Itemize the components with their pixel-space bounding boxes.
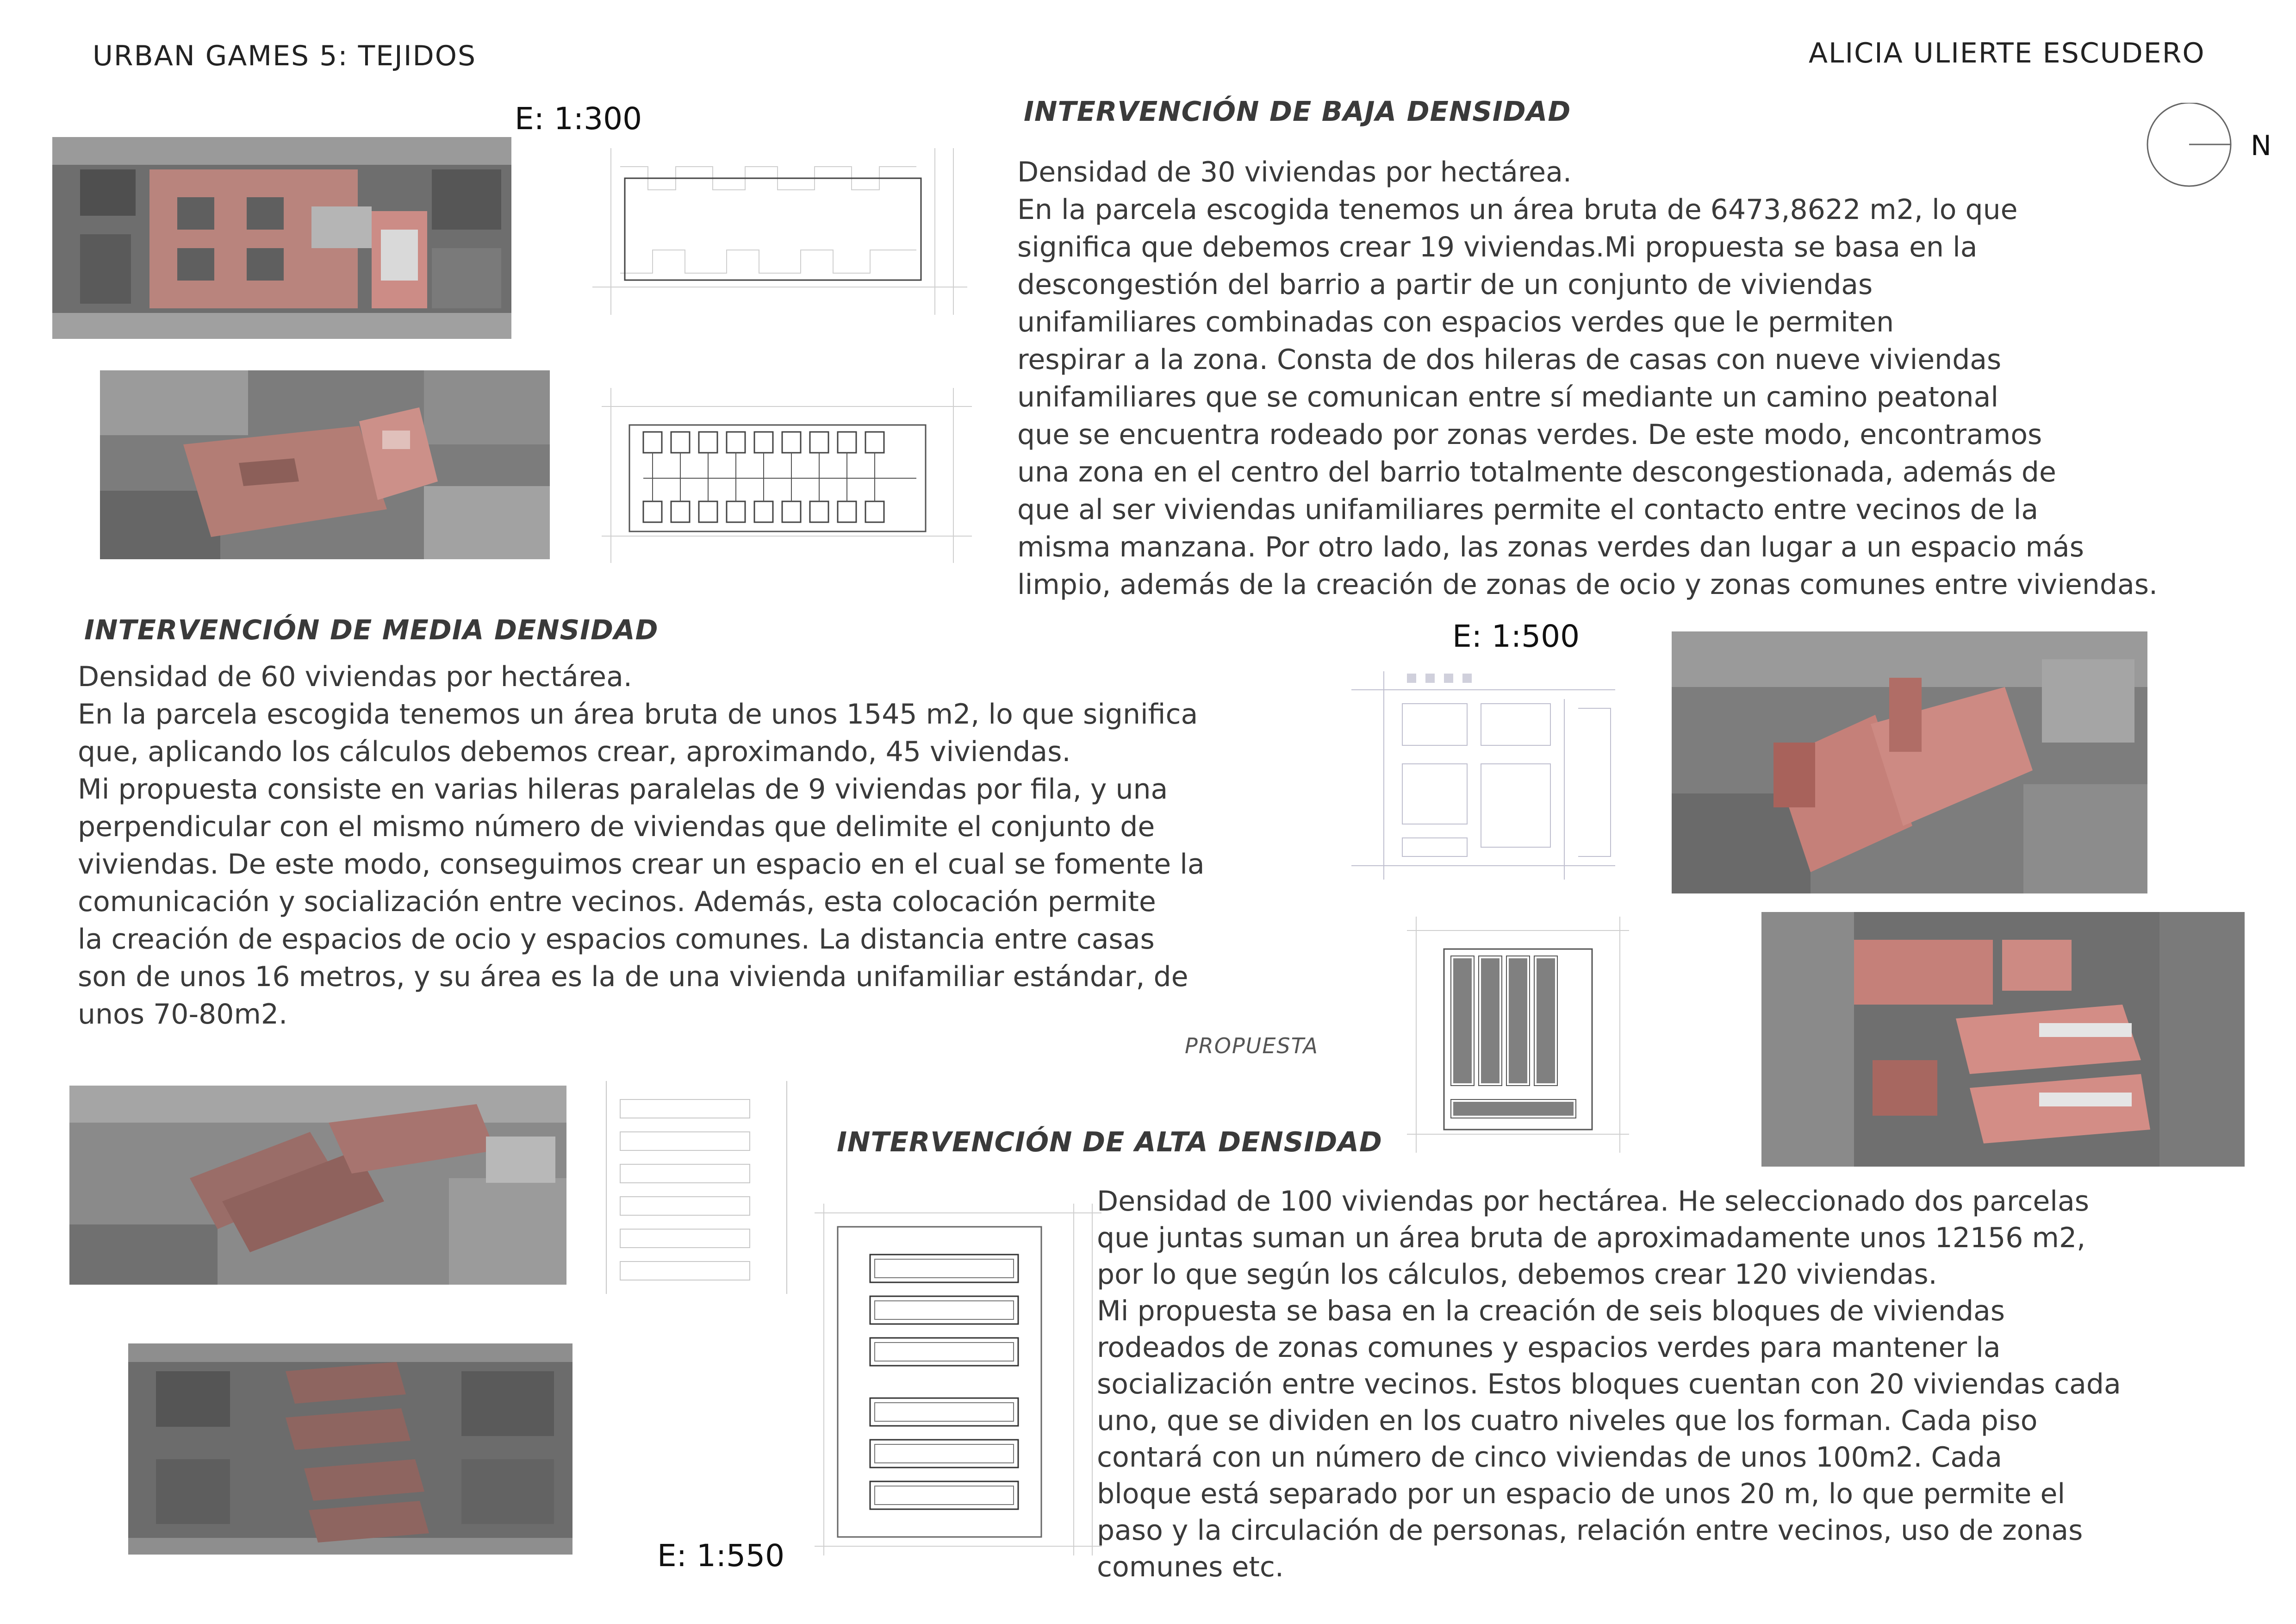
low-density-line: En la parcela escogida tenemos un área bruta de 6473,8622 m2, lo que (1017, 194, 2018, 226)
high-density-line: paso y la circulación de personas, relación entre vecinos, uso de zonas (1097, 1514, 2083, 1547)
medium-density-line: perpendicular con el mismo número de viviendas que delimite el conjunto de (78, 811, 1155, 843)
medium-density-line: En la parcela escogida tenemos un área bruta de unos 1545 m2, lo que significa (78, 698, 1198, 731)
north-label: N (2251, 130, 2271, 162)
low-density-line: que al ser viviendas unifamiliares permite el contacto entre vecinos de la (1017, 493, 2039, 526)
low-density-description (1017, 154, 2158, 604)
low-density-line: misma manzana. Por otro lado, las zonas verdes dan lugar a un espacio más (1017, 531, 2084, 563)
medium-density-scale: E: 1:500 (1452, 618, 1580, 654)
high-density-heading: INTERVENCIÓN DE ALTA DENSIDAD (837, 1126, 1382, 1158)
low-density-line: que se encuentra rodeado por zonas verdes. De este modo, encontramos (1017, 418, 2042, 451)
low-density-line: limpio, además de la creación de zonas de ocio y zonas comunes entre viviendas. (1017, 568, 2158, 601)
high-density-scale: E: 1:550 (657, 1538, 785, 1574)
medium-density-description (78, 658, 1205, 1033)
low-density-line: unifamiliares que se comunican entre sí mediante un camino peatonal (1017, 381, 1999, 413)
medium-density-proposal-plan (1407, 917, 1629, 1153)
high-density-line: Mi propuesta se basa en la creación de seis bloques de viviendas (1097, 1295, 2005, 1327)
north-arrow (2137, 103, 2276, 191)
medium-density-aerial-photo-top (1672, 631, 2147, 893)
high-density-line: contará con un número de cinco viviendas de unos 100m2. Cada (1097, 1441, 2002, 1474)
high-density-site-plan (592, 1081, 805, 1294)
medium-density-line: Densidad de 60 viviendas por hectárea. (78, 661, 632, 693)
medium-density-line: unos 70-80m2. (78, 998, 288, 1031)
high-density-proposal-plan (815, 1204, 1101, 1555)
medium-density-line: comunicación y socialización entre vecinos. Además, esta colocación permite (78, 886, 1156, 918)
low-density-line: significa que debemos crear 19 viviendas.Mi propuesta se basa en la (1017, 231, 1978, 263)
medium-density-line: que, aplicando los cálculos debemos crear, aproximando, 45 viviendas. (78, 736, 1071, 768)
medium-density-heading: INTERVENCIÓN DE MEDIA DENSIDAD (84, 614, 659, 646)
high-density-line: comunes etc. (1097, 1551, 1284, 1583)
low-density-aerial-photo-bottom (100, 370, 550, 559)
high-density-line: socialización entre vecinos. Estos bloques cuentan con 20 viviendas cada (1097, 1368, 2121, 1400)
author-name: ALICIA ULIERTE ESCUDERO (1809, 37, 2205, 69)
medium-density-aerial-photo-bottom (1761, 912, 2245, 1167)
low-density-line: unifamiliares combinadas con espacios verdes que le permiten (1017, 306, 1894, 338)
low-density-proposal-plan (602, 388, 972, 563)
medium-density-line: son de unos 16 metros, y su área es la de una vivienda unifamiliar estándar, de (78, 961, 1188, 993)
low-density-line: descongestión del barrio a partir de un conjunto de viviendas (1017, 269, 1873, 301)
proposal-label: PROPUESTA (1185, 1033, 1319, 1058)
high-density-line: Densidad de 100 viviendas por hectárea. He seleccionado dos parcelas (1097, 1185, 2089, 1218)
low-density-heading: INTERVENCIÓN DE BAJA DENSIDAD (1024, 95, 1571, 127)
high-density-line: que juntas suman un área bruta de aproximadamente unos 12156 m2, (1097, 1222, 2086, 1254)
project-title: URBAN GAMES 5: TEJIDOS (93, 40, 477, 72)
high-density-line: uno, que se dividen en los cuatro niveles que los forman. Cada piso (1097, 1405, 2038, 1437)
medium-density-line: viviendas. De este modo, conseguimos crear un espacio en el cual se fomente la (78, 848, 1205, 881)
low-density-site-plan (592, 148, 967, 315)
medium-density-line: la creación de espacios de ocio y espacios comunes. La distancia entre casas (78, 923, 1155, 956)
high-density-line: rodeados de zonas comunes y espacios verdes para mantener la (1097, 1331, 2001, 1364)
high-density-aerial-photo-top (69, 1086, 566, 1285)
medium-density-line: Mi propuesta consiste en varias hileras paralelas de 9 viviendas por fila, y una (78, 773, 1168, 806)
low-density-aerial-photo-top (52, 137, 511, 339)
low-density-scale: E: 1:300 (515, 101, 642, 137)
low-density-line: Densidad de 30 viviendas por hectárea. (1017, 156, 1572, 188)
low-density-line: una zona en el centro del barrio totalmente descongestionada, además de (1017, 456, 2056, 488)
low-density-line: respirar a la zona. Consta de dos hileras de casas con nueve viviendas (1017, 344, 2002, 376)
high-density-line: por lo que según los cálculos, debemos crear 120 viviendas. (1097, 1258, 1937, 1291)
high-density-aerial-photo-bottom (128, 1343, 572, 1555)
high-density-description (1097, 1183, 2121, 1586)
medium-density-site-plan (1351, 671, 1615, 880)
high-density-line: bloque está separado por un espacio de unos 20 m, lo que permite el (1097, 1478, 2066, 1510)
